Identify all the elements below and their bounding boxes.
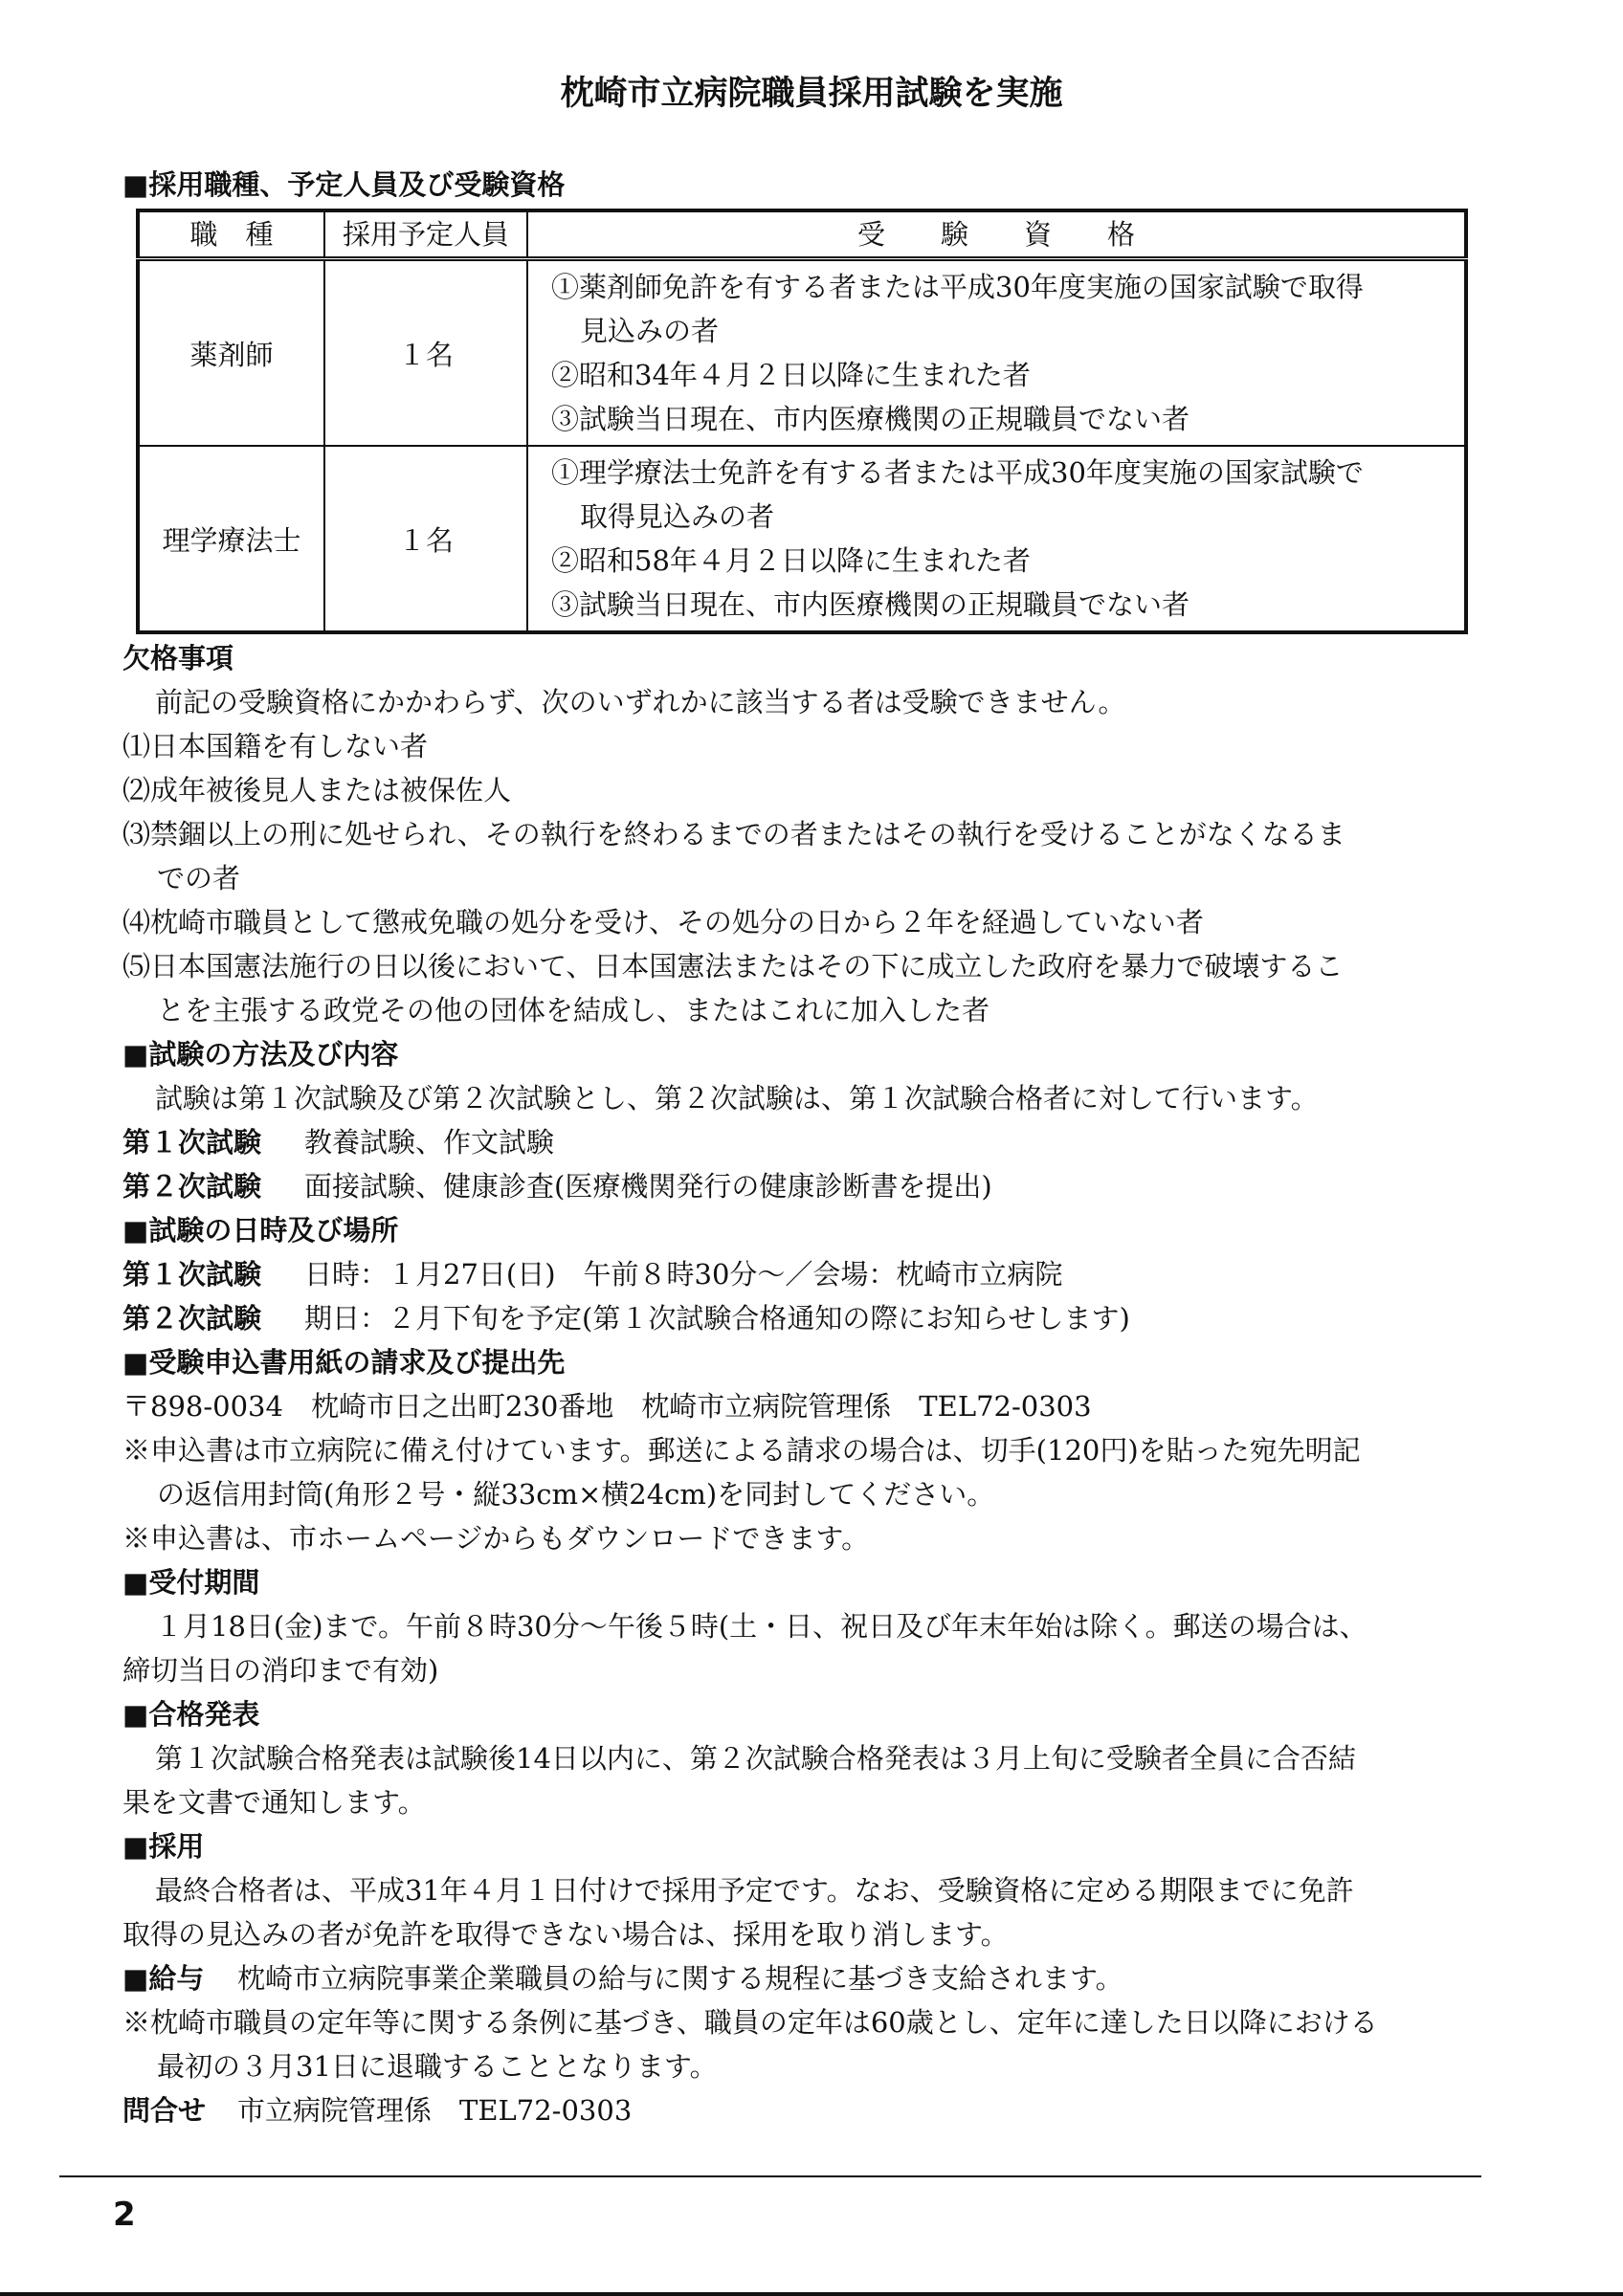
contact-text: 市立病院管理係 TEL72-0303 [237, 2094, 633, 2127]
reception-text-continuation: 締切当日の消印まで有効) [122, 1654, 439, 1687]
section-heading-exam-method: ■試験の方法及び内容 [122, 1038, 399, 1071]
section-heading-requirements: ■採用職種、予定人員及び受験資格 [122, 168, 566, 201]
qualifications-cell [527, 259, 1466, 447]
hiring-text-continuation: 取得の見込みの者が免許を取得できない場合は、採用を取り消します。 [122, 1918, 1009, 1951]
list-item: ⑷枕崎市職員として懲戒免職の処分を受け、その処分の日から２年を経過していない者 [122, 906, 1204, 938]
table-row [138, 446, 1466, 632]
qualification-line: ③試験当日現在、市内医療機関の正規職員でない者 [551, 588, 1190, 621]
salary-note-continuation: 最初の３月31日に退職することとなります。 [157, 2050, 718, 2083]
table-header-qualifications: 受 験 資 格 [527, 210, 1466, 259]
table-header-count: 採用予定人員 [324, 210, 527, 259]
page-number: 2 [113, 2196, 136, 2234]
exam-first-text: 教養試験、作文試験 [304, 1126, 555, 1159]
qualification-line: ②昭和34年４月２日以降に生まれた者 [551, 359, 1031, 391]
exam-first-row [122, 1120, 1481, 1164]
table-row [138, 259, 1466, 447]
document-body [122, 163, 1481, 2132]
salary-text: 枕崎市立病院事業企業職員の給与に関する規程に基づき支給されます。 [237, 1962, 1123, 1995]
list-item: ⑵成年被後見人または被保佐人 [122, 774, 512, 806]
list-item-continuation: での者 [157, 862, 241, 894]
job-cell: 薬剤師 [138, 259, 324, 447]
footer-divider [59, 2175, 1481, 2177]
application-note: ※申込書は、市ホームページからもダウンロードできます。 [122, 1522, 870, 1555]
qualifications-cell [527, 446, 1466, 632]
count-cell: １名 [324, 259, 527, 447]
page-title: 枕崎市立病院職員採用試験を実施 [560, 75, 1063, 113]
schedule-second-label: 第２次試験 [122, 1302, 262, 1335]
salary-note: ※枕崎市職員の定年等に関する条例に基づき、職員の定年は60歳とし、定年に達した日以降における [122, 2006, 1378, 2039]
application-note-continuation: の返信用封筒(角形２号・縦33cm×横24cm)を同封してください。 [157, 1478, 995, 1511]
qualification-line: ①薬剤師免許を有する者または平成30年度実施の国家試験で取得 [551, 271, 1364, 303]
section-heading-application: ■受験申込書用紙の請求及び提出先 [122, 1346, 566, 1379]
results-text-continuation: 果を文書で通知します。 [122, 1786, 426, 1819]
exam-method-intro: 試験は第１次試験及び第２次試験とし、第２次試験は、第１次試験合格者に対して行います。 [155, 1082, 1319, 1115]
schedule-first-label: 第１次試験 [122, 1258, 262, 1291]
results-text: 第１次試験合格発表は試験後14日以内に、第２次試験合格発表は３月上旬に受験者全員に合否結 [155, 1742, 1356, 1775]
list-item: ⑸日本国憲法施行の日以後において、日本国憲法またはその下に成立した政府を暴力で破壊するこ [122, 950, 1344, 982]
table-header-job: 職 種 [138, 210, 324, 259]
salary-row [122, 1956, 1481, 2000]
list-item: ⑶禁錮以上の刑に処せられ、その執行を終わるまでの者またはその執行を受けることがなくなるま [122, 818, 1345, 850]
requirements-table [136, 209, 1468, 634]
contact-row [122, 2088, 1481, 2132]
qualification-line: ②昭和58年４月２日以降に生まれた者 [551, 544, 1031, 577]
table-header-row [138, 210, 1466, 259]
list-item: ⑴日本国籍を有しない者 [122, 730, 429, 762]
schedule-first-row [122, 1252, 1481, 1296]
reception-text: １月18日(金)まで。午前８時30分～午後５時(土・日、祝日及び年末年始は除く。郵送の場合は、 [155, 1610, 1367, 1643]
qualification-line: ③試験当日現在、市内医療機関の正規職員でない者 [551, 403, 1190, 435]
schedule-second-row [122, 1296, 1481, 1340]
exam-second-label: 第２次試験 [122, 1170, 262, 1203]
section-heading-results: ■合格発表 [122, 1698, 260, 1731]
exam-second-text: 面接試験、健康診査(医療機関発行の健康診断書を提出) [304, 1170, 992, 1203]
qualification-line: 見込みの者 [580, 315, 720, 347]
qualification-line: 取得見込みの者 [580, 500, 775, 533]
count-cell: １名 [324, 446, 527, 632]
bottom-edge-band [0, 2292, 1623, 2296]
qualification-line: ①理学療法士免許を有する者または平成30年度実施の国家試験で [551, 456, 1364, 489]
exam-first-label: 第１次試験 [122, 1126, 262, 1159]
section-heading-disqualification: 欠格事項 [122, 642, 234, 674]
application-address: 〒898-0034 枕崎市日之出町230番地 枕崎市立病院管理係 TEL72-0303 [122, 1390, 1092, 1423]
schedule-first-text: 日時：１月27日(日) 午前８時30分～／会場：枕崎市立病院 [304, 1258, 1063, 1291]
application-note: ※申込書は市立病院に備え付けています。郵送による請求の場合は、切手(120円)を貼った宛先明記 [122, 1434, 1361, 1467]
section-heading-hiring: ■採用 [122, 1830, 205, 1863]
exam-second-row [122, 1164, 1481, 1208]
section-heading-reception: ■受付期間 [122, 1566, 260, 1599]
contact-label: 問合せ [122, 2094, 207, 2127]
disqualification-intro: 前記の受験資格にかかわらず、次のいずれかに該当する者は受験できません。 [155, 686, 1126, 718]
salary-label: ■給与 [122, 1962, 205, 1995]
schedule-second-text: 期日：２月下旬を予定(第１次試験合格通知の際にお知らせします) [304, 1302, 1130, 1335]
job-cell: 理学療法士 [138, 446, 324, 632]
list-item-continuation: とを主張する政党その他の団体を結成し、またはこれに加入した者 [157, 994, 990, 1027]
section-heading-schedule: ■試験の日時及び場所 [122, 1214, 399, 1247]
hiring-text: 最終合格者は、平成31年４月１日付けで採用予定です。なお、受験資格に定める期限までに免許 [155, 1874, 1354, 1907]
